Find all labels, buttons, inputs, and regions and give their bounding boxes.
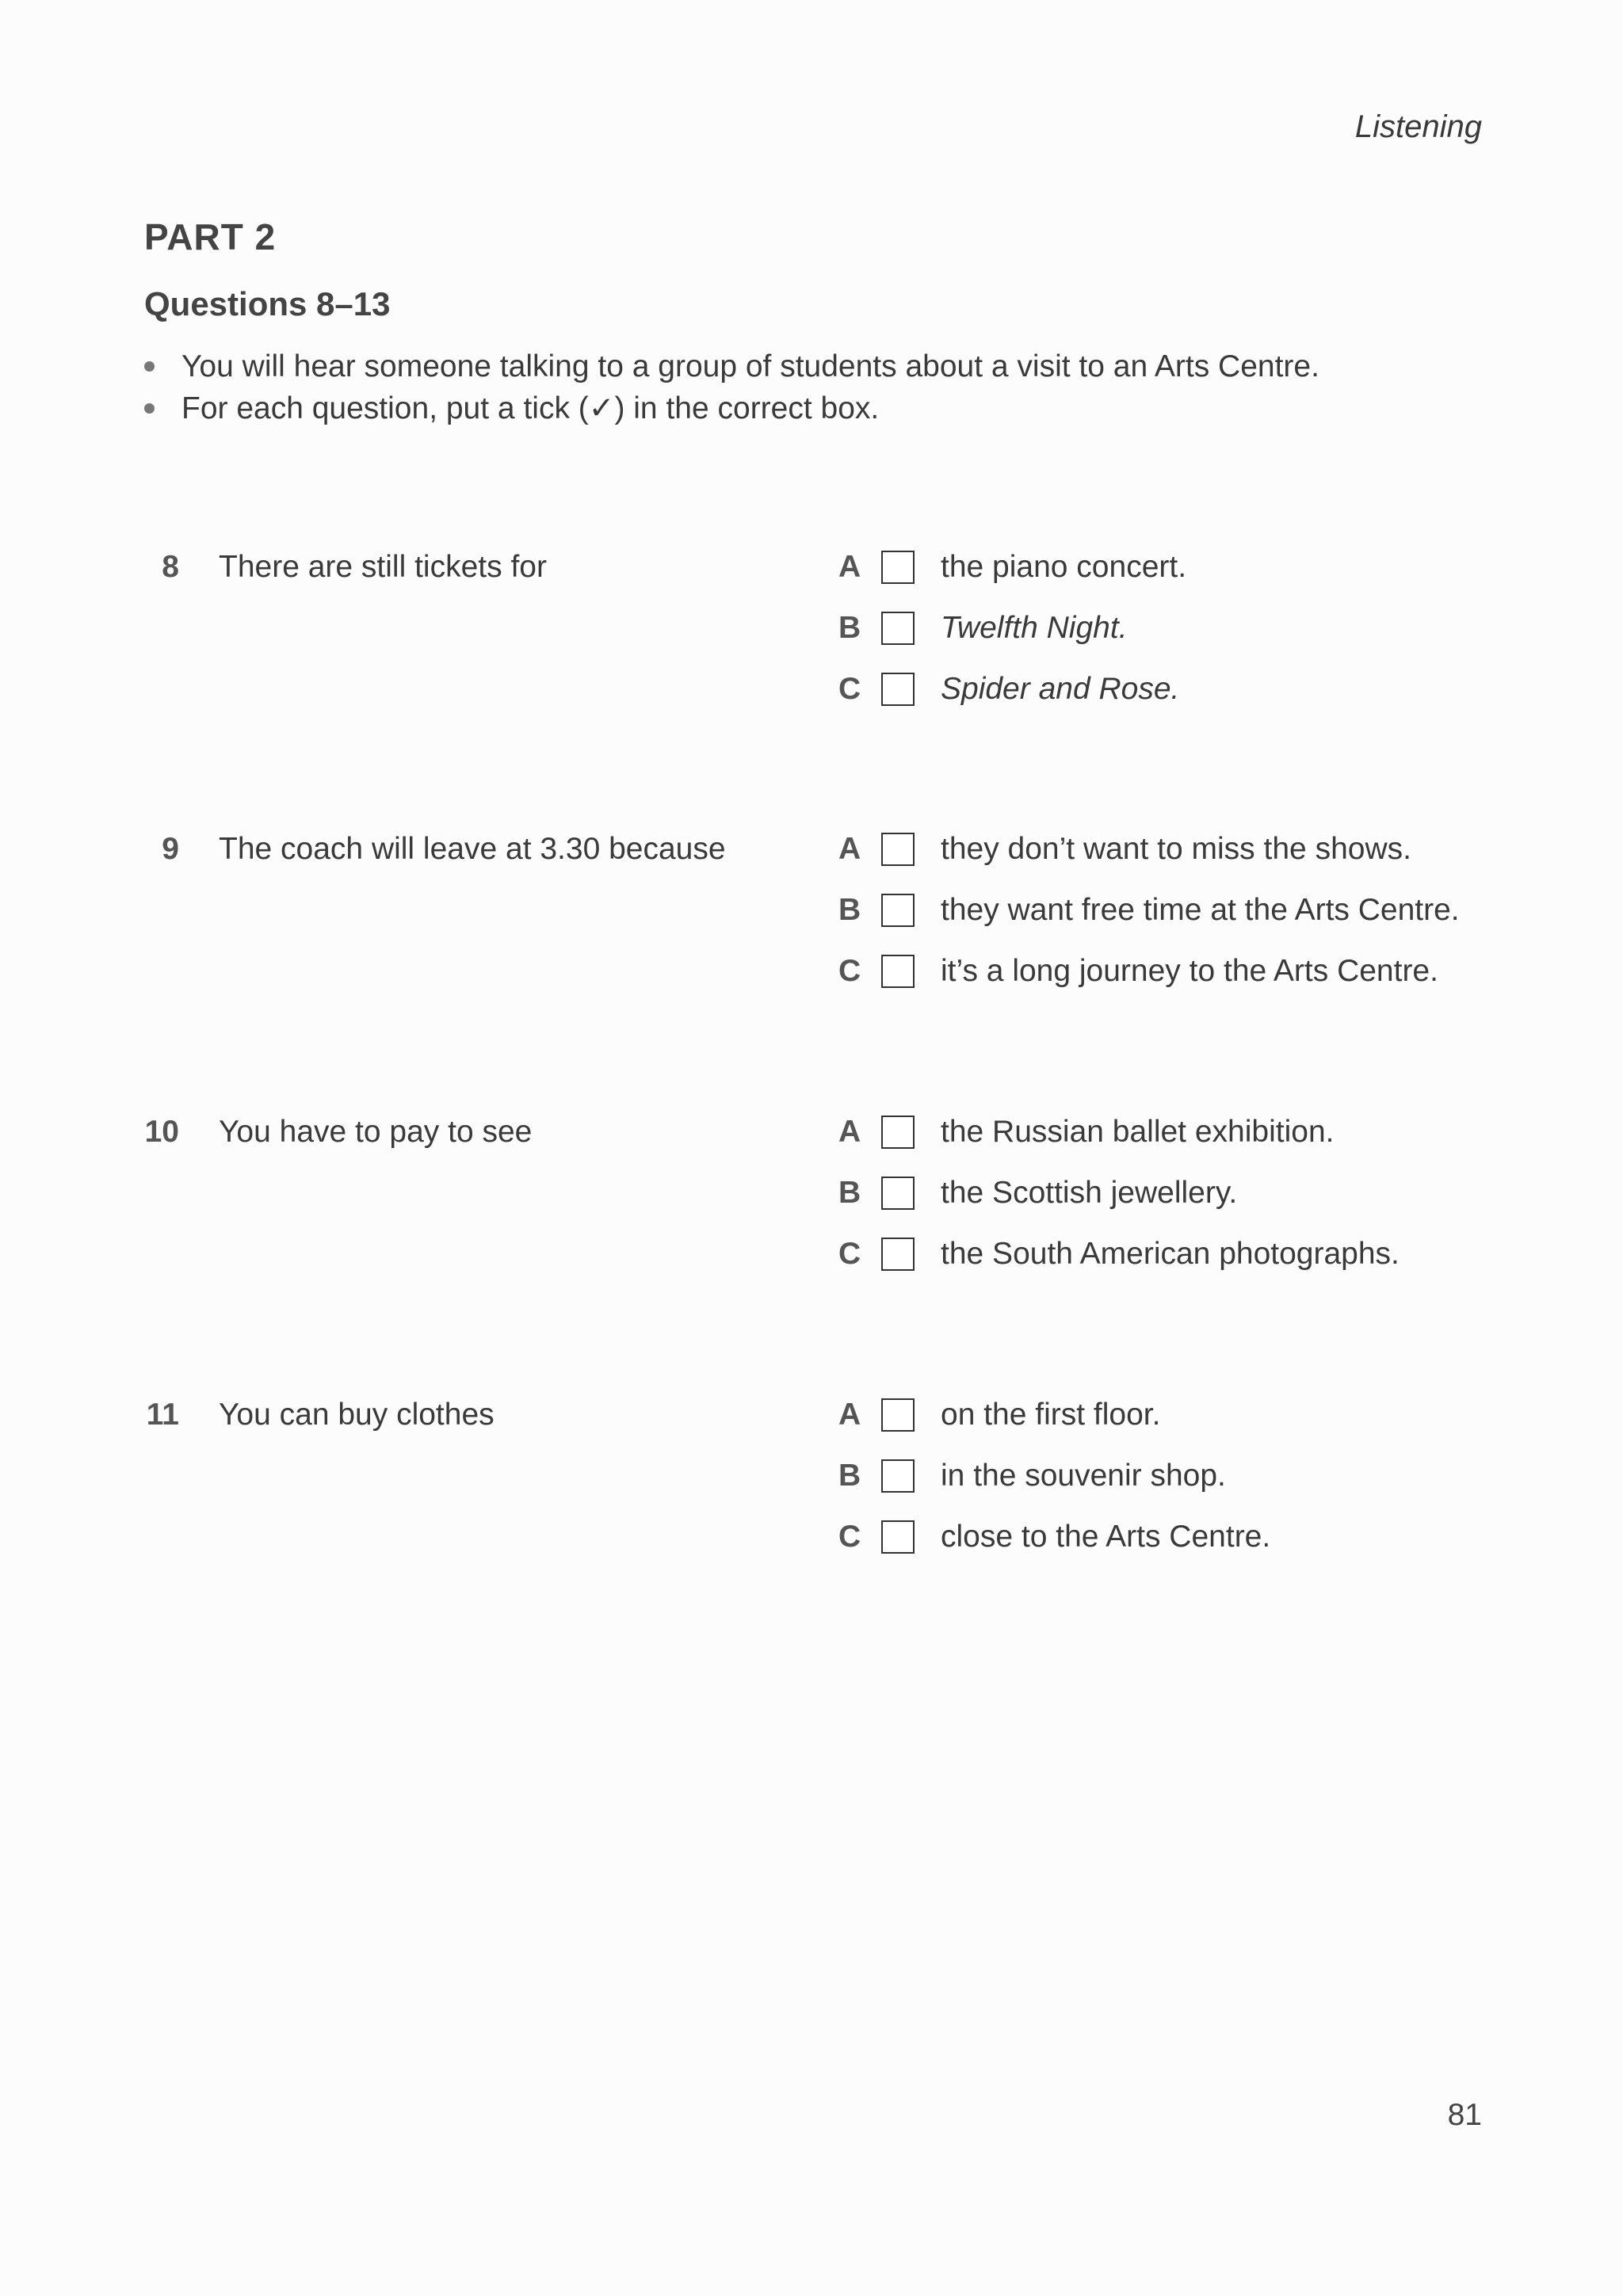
answer-checkbox[interactable] — [881, 1520, 915, 1554]
option-text: the Russian ballet exhibition. — [941, 1115, 1335, 1149]
answer-checkbox[interactable] — [881, 612, 915, 645]
option-c — [838, 1237, 1552, 1280]
answer-checkbox[interactable] — [881, 1459, 915, 1493]
page-number: 81 — [1447, 2098, 1482, 2132]
part-title: PART 2 — [144, 216, 277, 257]
option-a — [838, 1398, 1552, 1440]
option-letter: A — [838, 832, 861, 866]
question-stem: You can buy clothes — [219, 1398, 495, 1432]
option-text: the South American photographs. — [941, 1237, 1400, 1271]
option-c — [838, 672, 1552, 715]
option-a — [838, 1115, 1552, 1158]
question-9 — [0, 832, 1623, 1022]
option-c — [838, 954, 1552, 997]
option-text: the piano concert. — [941, 550, 1187, 584]
option-b — [838, 1459, 1552, 1501]
option-c — [838, 1520, 1552, 1562]
running-head: Listening — [1354, 109, 1482, 144]
answer-checkbox[interactable] — [881, 551, 915, 584]
answer-checkbox[interactable] — [881, 1116, 915, 1149]
option-text: on the first floor. — [941, 1398, 1161, 1432]
question-stem: There are still tickets for — [219, 550, 547, 584]
option-letter: B — [838, 1176, 861, 1210]
option-b — [838, 611, 1552, 654]
instructions-list — [141, 345, 1319, 429]
instruction-text: You will hear someone talking to a group of students about a visit to an Arts Centre. — [181, 349, 1319, 383]
option-text: Spider and Rose. — [941, 672, 1180, 706]
answer-checkbox[interactable] — [881, 1177, 915, 1210]
answer-checkbox[interactable] — [881, 673, 915, 706]
instruction-item — [141, 345, 1319, 387]
answer-checkbox[interactable] — [881, 833, 915, 866]
option-a — [838, 832, 1552, 875]
bullet-icon — [144, 361, 155, 372]
option-letter: B — [838, 893, 861, 927]
answer-checkbox[interactable] — [881, 1398, 915, 1432]
question-number: 8 — [162, 550, 179, 584]
option-letter: C — [838, 1520, 861, 1554]
option-b — [838, 893, 1552, 936]
question-number: 10 — [144, 1115, 179, 1149]
option-letter: C — [838, 954, 861, 988]
answer-checkbox[interactable] — [881, 1238, 915, 1271]
bullet-icon — [144, 403, 155, 414]
option-text: in the souvenir shop. — [941, 1459, 1226, 1493]
option-letter: C — [838, 1237, 861, 1271]
question-number: 11 — [146, 1398, 179, 1432]
instruction-text: For each question, put a tick (✓) in the correct box. — [181, 391, 880, 425]
instruction-item — [141, 387, 1319, 429]
option-letter: C — [838, 672, 861, 706]
option-text: Twelfth Night. — [941, 611, 1128, 645]
option-text: close to the Arts Centre. — [941, 1520, 1271, 1554]
option-b — [838, 1176, 1552, 1219]
option-letter: A — [838, 1398, 861, 1432]
option-text: the Scottish jewellery. — [941, 1176, 1238, 1210]
questions-range-heading: Questions 8–13 — [144, 285, 391, 322]
option-letter: A — [838, 1115, 861, 1149]
question-number: 9 — [162, 832, 179, 866]
answer-checkbox[interactable] — [881, 894, 915, 927]
option-letter: B — [838, 611, 861, 645]
question-stem: You have to pay to see — [219, 1115, 533, 1149]
option-a — [838, 550, 1552, 593]
option-letter: B — [838, 1459, 861, 1493]
question-10 — [0, 1115, 1623, 1305]
option-letter: A — [838, 550, 861, 584]
question-stem: The coach will leave at 3.30 because — [219, 832, 726, 866]
answer-checkbox[interactable] — [881, 955, 915, 988]
question-11 — [0, 1398, 1623, 1588]
option-text: they don’t want to miss the shows. — [941, 832, 1411, 866]
option-text: it’s a long journey to the Arts Centre. — [941, 954, 1438, 988]
option-text: they want free time at the Arts Centre. — [941, 893, 1460, 927]
question-8 — [0, 550, 1623, 740]
